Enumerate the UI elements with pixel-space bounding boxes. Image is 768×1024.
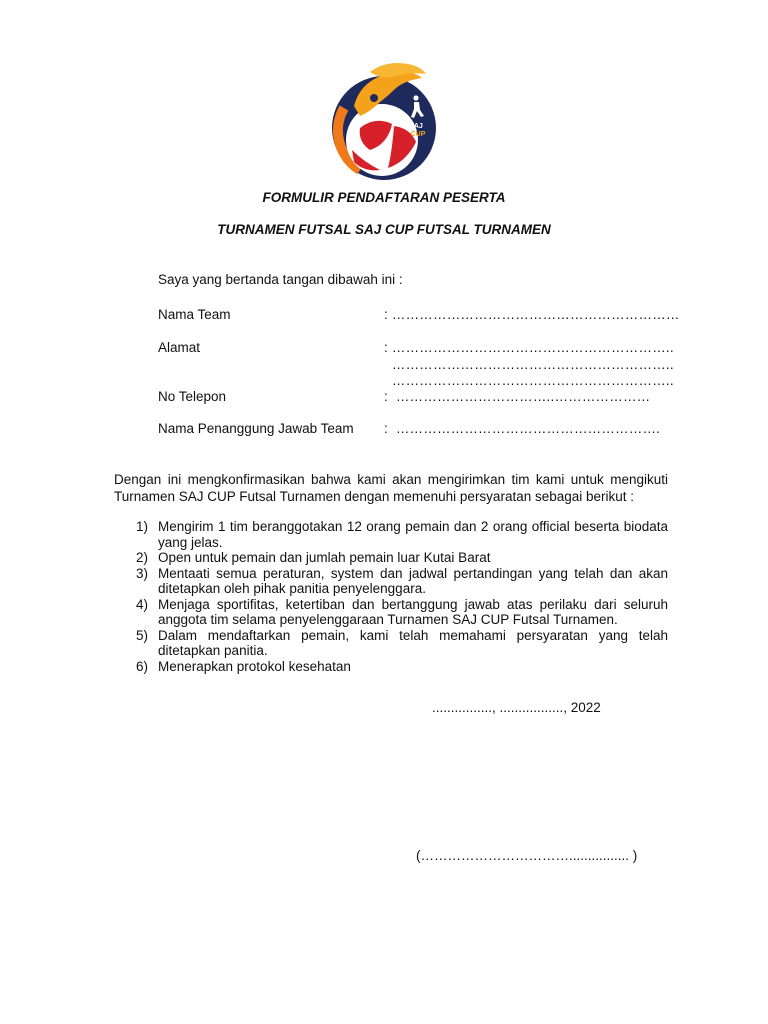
list-item-text: Mengirim 1 tim beranggotakan 12 orang pemain dan 2 orang official beserta biodata yang jelas.: [158, 519, 668, 550]
field-blank-no-telepon[interactable]: : ……………………………..…………………: [384, 389, 651, 404]
form-title: FORMULIR PENDAFTARAN PESERTA: [262, 190, 506, 205]
requirements-list: [114, 519, 668, 674]
logo-text-saj: SAJ: [409, 123, 423, 130]
list-item-number: 1): [136, 519, 149, 534]
list-item-number: 5): [136, 627, 149, 643]
list-item-text: Open untuk pemain dan jumlah pemain luar Kutai Barat: [158, 550, 491, 565]
list-item: [114, 597, 668, 628]
field-label-no-telepon: No Telepon: [158, 389, 227, 404]
list-item: [114, 550, 668, 566]
field-blank-alamat-line2[interactable]: ……………………………………………………..: [384, 357, 674, 372]
list-item-text: Mentaati semua peraturan, system dan jadwal pertandingan yang telah dan akan ditetapkan oleh pihak panitia penyelenggara.: [158, 565, 668, 596]
list-item-number: 2): [136, 550, 149, 565]
logo-text-cup: CUP: [410, 131, 426, 138]
field-blank-alamat-line3[interactable]: ……………………………………………………..: [384, 373, 674, 388]
list-item: [114, 519, 668, 550]
field-label-penanggung-jawab: Nama Penanggung Jawab Team: [158, 421, 354, 436]
tournament-title: TURNAMEN FUTSAL SAJ CUP FUTSAL TURNAMEN: [217, 222, 551, 237]
signature-line[interactable]: (……………………………................ ): [416, 848, 638, 863]
list-item-number: 4): [136, 596, 149, 612]
date-line[interactable]: ................, ................., 2022: [432, 700, 601, 715]
list-item-number: 3): [136, 565, 149, 581]
list-item-text: Menerapkan protokol kesehatan: [158, 658, 351, 674]
list-item: [114, 566, 668, 597]
field-blank-nama-team[interactable]: : ………………………………………………………: [384, 307, 680, 322]
list-item: [114, 628, 668, 659]
field-label-alamat: Alamat: [158, 340, 201, 355]
field-blank-penanggung-jawab[interactable]: : ………………………………………………….: [384, 421, 661, 436]
list-item-text: Menjaga sportifitas, ketertiban dan bertanggung jawab atas perilaku dari seluruh anggota tim selama penyelenggaraan Turnamen SAJ CUP Futsal Turnamen.: [158, 596, 668, 627]
list-item: [114, 659, 668, 675]
list-item-text: Dalam mendaftarkan pemain, kami telah memahami persyaratan yang telah ditetapkan panitia.: [158, 627, 668, 658]
confirmation-paragraph: Dengan ini mengkonfirmasikan bahwa kami akan mengirimkan tim kami untuk mengikuti Turnamen SAJ CUP Futsal Turnamen dengan memenuhi persyaratan sebagai berikut :: [114, 472, 668, 504]
field-label-nama-team: Nama Team: [158, 307, 231, 322]
list-item-number: 6): [136, 658, 149, 674]
saj-cup-logo: [330, 58, 438, 184]
field-blank-alamat[interactable]: : ……………………………………………………..: [384, 340, 674, 355]
intro-text: Saya yang bertanda tangan dibawah ini :: [158, 272, 403, 287]
